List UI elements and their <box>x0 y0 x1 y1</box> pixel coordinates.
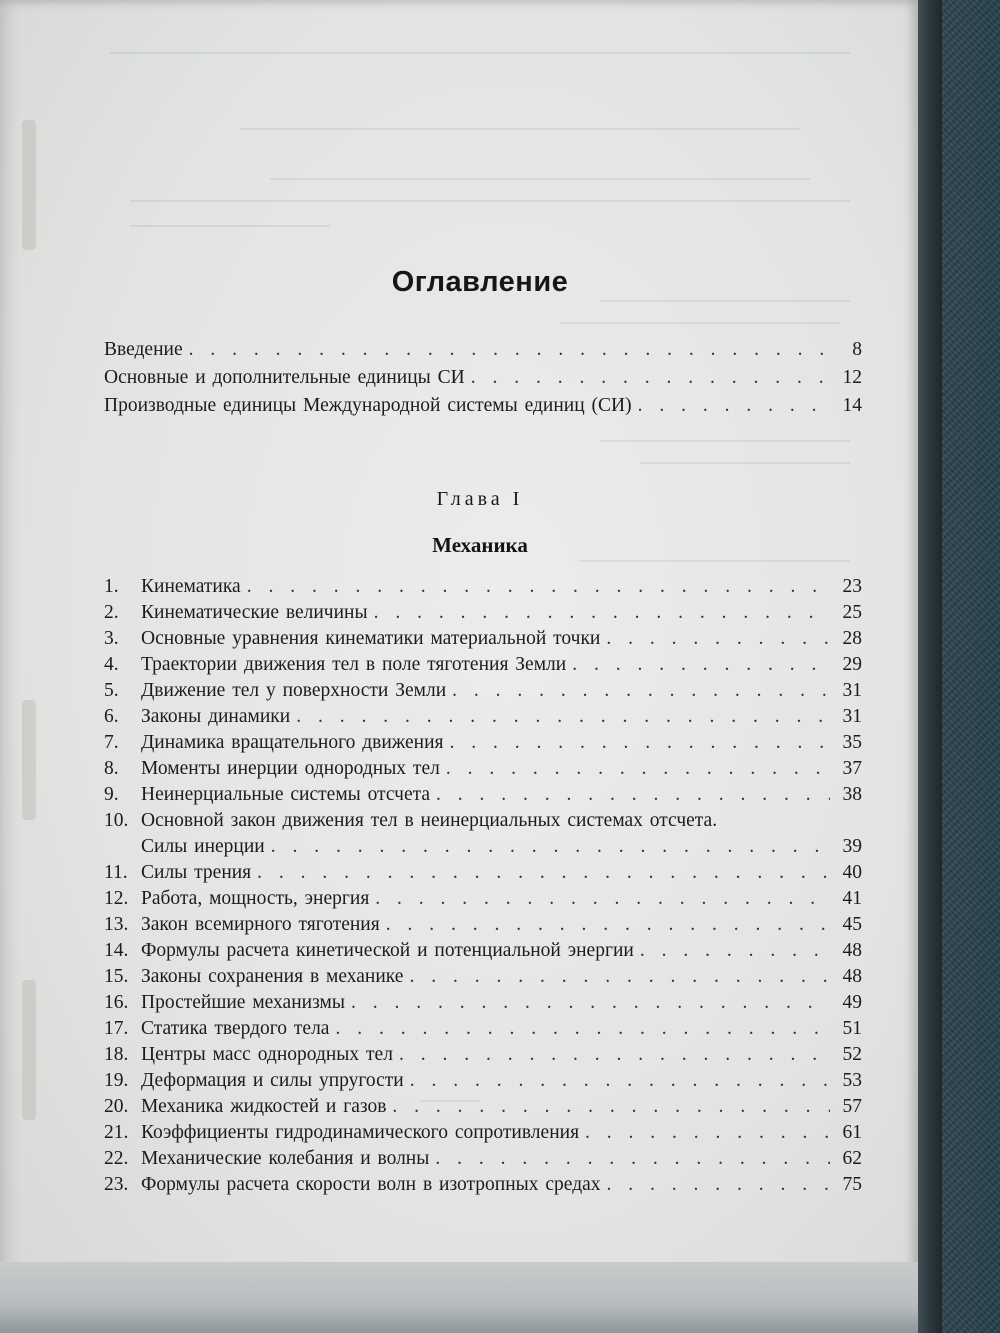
toc-entry-title: Механические колебания и волны <box>141 1148 430 1169</box>
toc-page-number: 49 <box>842 992 862 1013</box>
toc-page-number: 48 <box>842 966 862 987</box>
toc-entry-row[interactable] <box>104 1041 862 1068</box>
toc-leader-dots <box>271 833 830 860</box>
toc-entry-title: Кинематика <box>141 576 241 597</box>
toc-leader-dots <box>452 677 830 704</box>
toc-entry-title: Закон всемирного тяготения <box>141 914 380 935</box>
toc-entry-row[interactable] <box>104 911 862 938</box>
toc-page-number: 31 <box>842 680 862 701</box>
toc-entry-number: 5. <box>104 680 119 701</box>
toc-leader-dots <box>257 859 830 886</box>
toc-leader-dots <box>607 1171 830 1198</box>
toc-entry-title: Основные и дополнительные единицы СИ <box>104 367 465 388</box>
toc-entry-number: 19. <box>104 1070 129 1091</box>
toc-leader-dots <box>386 911 830 938</box>
toc-page-number: 25 <box>842 602 862 623</box>
toc-entry-title: Основные уравнения кинематики материальной точки <box>141 628 601 649</box>
toc-entry-row[interactable] <box>104 729 862 756</box>
toc-entry-number: 4. <box>104 654 119 675</box>
toc-entry-title-continuation: Силы инерции <box>141 836 265 857</box>
toc-page-number: 53 <box>842 1070 862 1091</box>
toc-entry-number: 18. <box>104 1044 129 1065</box>
toc-intro-row[interactable] <box>104 392 862 419</box>
toc-page-number: 52 <box>842 1044 862 1065</box>
toc-entry-title: Введение <box>104 339 183 360</box>
toc-entry-row[interactable] <box>104 625 862 652</box>
toc-entry-row[interactable] <box>104 989 862 1016</box>
toc-entry-number: 20. <box>104 1096 129 1117</box>
toc-leader-dots <box>640 937 830 964</box>
toc-leader-dots <box>351 989 830 1016</box>
toc-leader-dots <box>296 703 830 730</box>
toc-entry-row[interactable] <box>104 755 862 782</box>
toc-page-number: 61 <box>842 1122 862 1143</box>
toc-entry-number: 15. <box>104 966 129 987</box>
toc-entry-row[interactable] <box>104 1171 862 1198</box>
toc-entry-row[interactable] <box>104 703 862 730</box>
toc-entry-number: 13. <box>104 914 129 935</box>
toc-entry-row[interactable] <box>104 1067 862 1094</box>
toc-entry-title: Законы сохранения в механике <box>141 966 404 987</box>
toc-page-number: 31 <box>842 706 862 727</box>
toc-page-number: 23 <box>842 576 862 597</box>
toc-page-number: 45 <box>842 914 862 935</box>
toc-entry-title: Движение тел у поверхности Земли <box>141 680 447 701</box>
toc-entry-row[interactable] <box>104 677 862 704</box>
toc-leader-dots <box>410 1067 830 1094</box>
toc-entry-row[interactable] <box>104 573 862 600</box>
toc-entry-number: 16. <box>104 992 129 1013</box>
toc-leader-dots <box>436 781 830 808</box>
toc-leader-dots <box>606 625 830 652</box>
toc-entry-title: Статика твердого тела <box>141 1018 330 1039</box>
toc-page-number: 29 <box>842 654 862 675</box>
toc-page-number: 35 <box>842 732 862 753</box>
toc-page-number: 48 <box>842 940 862 961</box>
toc-entry-row[interactable] <box>104 781 862 808</box>
toc-leader-dots <box>585 1119 830 1146</box>
toc-entry-title: Динамика вращательного движения <box>141 732 444 753</box>
toc-entry-title: Формулы расчета скорости волн в изотропных средах <box>141 1174 601 1195</box>
toc-intro-row[interactable] <box>104 336 862 363</box>
toc-entry-title: Простейшие механизмы <box>141 992 345 1013</box>
toc-leader-dots <box>399 1041 830 1068</box>
toc-entry-number: 2. <box>104 602 119 623</box>
toc-entry-row[interactable] <box>104 651 862 678</box>
toc-entry-number: 8. <box>104 758 119 779</box>
toc-page-number: 28 <box>842 628 862 649</box>
toc-entry-row[interactable] <box>104 859 862 886</box>
toc-page-number: 37 <box>842 758 862 779</box>
toc-entry-row[interactable] <box>104 807 862 834</box>
toc-entry-title: Коэффициенты гидродинамического сопротивления <box>141 1122 580 1143</box>
toc-page-number: 41 <box>842 888 862 909</box>
toc-entry-number: 23. <box>104 1174 129 1195</box>
toc-page-number: 40 <box>842 862 862 883</box>
chapter-label: Глава I <box>436 488 524 510</box>
toc-page-number: 8 <box>852 339 862 360</box>
toc-entry-title: Механика жидкостей и газов <box>141 1096 387 1117</box>
toc-leader-dots <box>375 885 830 912</box>
toc-entry-row[interactable] <box>104 1015 862 1042</box>
toc-page-number: 39 <box>842 836 862 857</box>
toc-leader-dots <box>572 651 830 678</box>
toc-entry-title: Работа, мощность, энергия <box>141 888 370 909</box>
toc-entry-number: 6. <box>104 706 119 727</box>
toc-entry-title: Неинерциальные системы отсчета <box>141 784 431 805</box>
toc-entry-row[interactable] <box>104 963 862 990</box>
toc-entry-title: Кинематические величины <box>141 602 368 623</box>
toc-entry-title: Моменты инерции однородных тел <box>141 758 440 779</box>
toc-leader-dots <box>446 755 830 782</box>
toc-leader-dots <box>435 1145 830 1172</box>
toc-entry-row[interactable] <box>104 1093 862 1120</box>
toc-entry-title: Производные единицы Международной системы единиц (СИ) <box>104 395 632 416</box>
toc-leader-dots <box>638 392 830 419</box>
toc-entry-number: 11. <box>104 862 128 883</box>
toc-entry-number: 7. <box>104 732 119 753</box>
toc-entry-number: 9. <box>104 784 119 805</box>
toc-entry-number: 21. <box>104 1122 129 1143</box>
toc-entry-title: Деформация и силы упругости <box>141 1070 404 1091</box>
toc-entry-row[interactable] <box>104 937 862 964</box>
toc-entry-number: 12. <box>104 888 129 909</box>
toc-leader-dots <box>335 1015 830 1042</box>
toc-page-number: 75 <box>842 1174 862 1195</box>
toc-leader-dots <box>247 573 830 600</box>
toc-entry-title: Силы трения <box>141 862 252 883</box>
toc-entry-row[interactable] <box>104 1145 862 1172</box>
toc-heading: Оглавление <box>391 266 569 298</box>
toc-entry-title: Основной закон движения тел в неинерциальных системах отсчета. <box>141 810 718 831</box>
toc-leader-dots <box>374 599 830 626</box>
toc-entry-number: 22. <box>104 1148 129 1169</box>
toc-leader-dots <box>409 963 830 990</box>
toc-page-number: 14 <box>842 395 862 416</box>
toc-intro-row[interactable] <box>104 364 862 391</box>
chapter-title: Механика <box>432 533 528 557</box>
toc-entry-continuation-row[interactable] <box>141 833 862 860</box>
toc-page-number: 62 <box>842 1148 862 1169</box>
toc-entry-title: Траектории движения тел в поле тяготения Земли <box>141 654 567 675</box>
toc-entry-title: Формулы расчета кинетической и потенциальной энергии <box>141 940 634 961</box>
toc-leader-dots <box>471 364 830 391</box>
toc-entry-row[interactable] <box>104 885 862 912</box>
toc-entry-number: 14. <box>104 940 129 961</box>
toc-entry-number: 3. <box>104 628 119 649</box>
toc-page-number: 51 <box>842 1018 862 1039</box>
toc-entry-number: 17. <box>104 1018 129 1039</box>
toc-leader-dots <box>450 729 831 756</box>
toc-entry-title: Законы динамики <box>141 706 291 727</box>
toc-leader-dots <box>392 1093 830 1120</box>
toc-entry-row[interactable] <box>104 599 862 626</box>
toc-entry-title: Центры масс однородных тел <box>141 1044 393 1065</box>
toc-page-number: 57 <box>842 1096 862 1117</box>
toc-page-number: 38 <box>842 784 862 805</box>
toc-leader-dots <box>189 336 830 363</box>
toc-entry-number: 10. <box>104 810 129 831</box>
toc-entry-row[interactable] <box>104 1119 862 1146</box>
toc-page-number: 12 <box>842 367 862 388</box>
toc-entry-number: 1. <box>104 576 119 597</box>
